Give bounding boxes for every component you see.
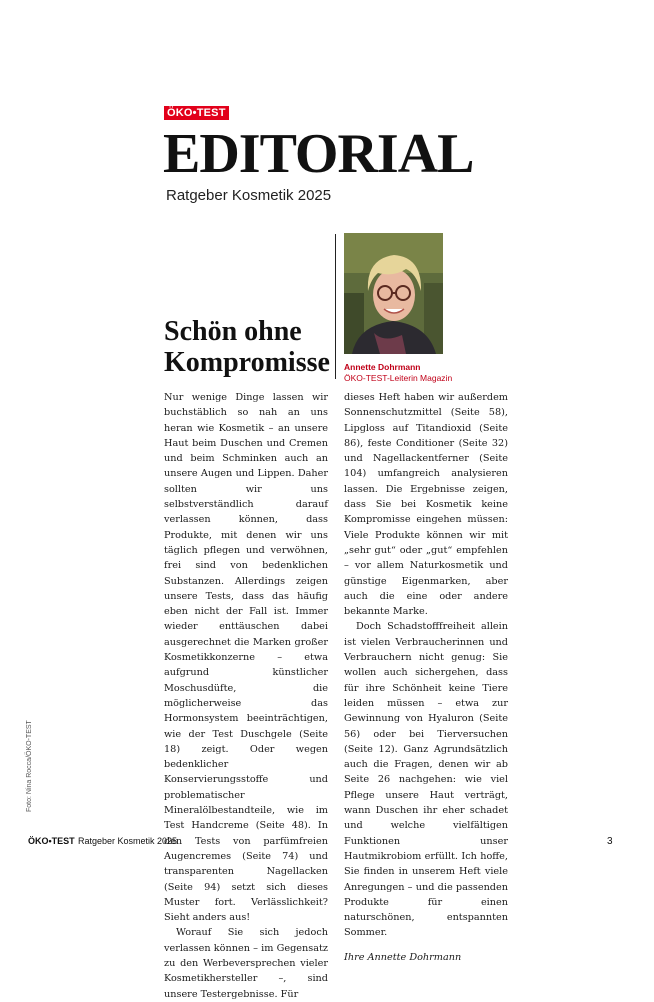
article-headline: Schön ohne Kompromisse bbox=[164, 316, 330, 378]
article-paragraph: Doch Schadstofffreiheit allein ist vielen Verbraucherinnen und Verbrauchern nicht genug: Sie wollen auch sichergehen, dass für ihre Schönheit keine Tiere leiden müssen – etwa zur Gewinnung von Hyaluron (Seite 56) oder bei Tierversuchen (Seite 12). Ganz Agrundsätzlich auch die Fragen, denen wir ab Seite 26 nachgehen: wie viel Pflege unsere Haut verträgt, wann Duschen ihr eher schadet und welche vielfältigen Funktionen unser Hautmikrobiom erfüllt. Ich hoffe, Sie finden in unserem Heft viele Anregungen – und die passenden Produkte für einen naturschönen, entspannten Sommer. bbox=[344, 621, 508, 939]
vertical-divider bbox=[335, 234, 336, 379]
author-name: Annette Dohrmann bbox=[344, 362, 421, 372]
brand-logo: ÖKO•TEST bbox=[164, 106, 229, 120]
photo-credit: Foto: Nina Rocca/ÖKO-TEST bbox=[26, 720, 33, 812]
author-photo bbox=[344, 233, 443, 354]
signature: Ihre Annette Dohrmann bbox=[344, 951, 462, 963]
footer-logo: ÖKO•TEST bbox=[28, 836, 75, 846]
page-subtitle: Ratgeber Kosmetik 2025 bbox=[166, 187, 332, 204]
article-paragraph: Worauf Sie sich jedoch verlassen können – im Gegensatz zu den Werbeversprechen vieler Kosmetikhersteller –, sind unsere Testergebnisse. Für bbox=[164, 927, 328, 1000]
article-paragraph: Nur wenige Dinge lassen wir buchstäblich so nah an uns heran wie Kosmetik – an unsere Haut beim Duschen und Cremen und beim Schminken auch an unsere Augen und Lippen. Daher sollten wir uns selbstverständlich darauf verlassen können, dass Produkte, mit denen wir uns täglich pflegen und verwöhnen, frei sind von bedenklichen Substanzen. Allerdings zeigen unsere Tests, dass das häufig eben nicht der Fall ist. Immer wieder enttäuschen dabei ausgerechnet die Marken großer Kosmetikkonzerne – etwa aufgrund künstlicher Moschusdüfte, die möglicherweise das Hormonsystem beeinträchtigen, wie der Test Duschgele (Seite 18) zeigt. Oder wegen bedenklicher Konservierungsstoffe und problematischer Mineralölbestandteile, wie im Test Handcreme (Seite 48). In den Tests von parfümfreien Augencremes (Seite 74) und transparenten Nagellacken (Seite 94) setzt sich dieses Muster fort. Verlässlichkeit? Sieht anders aus! bbox=[164, 392, 328, 924]
page-number: 3 bbox=[607, 836, 613, 847]
footer-publication: Ratgeber Kosmetik 2025 bbox=[78, 836, 178, 846]
article-paragraph: dieses Heft haben wir außerdem Sonnenschutzmittel (Seite 58), Lipgloss auf Titandioxid (Seite 86), feste Conditioner (Seite 32) und Nagellackentferner (Seite 104) umfangreich analysieren lassen. Die Ergebnisse zeigen, dass Sie bei Kosmetik keine Kompromisse eingehen müssen: Viele Produkte können wir mit „sehr gut“ oder „gut“ empfehlen – vor allem Naturkosmetik und günstige Eigenmarken, aber auch die eine oder andere bekannte Marke. bbox=[344, 392, 508, 618]
page-title: EDITORIAL bbox=[163, 123, 474, 185]
article-column-left bbox=[164, 390, 328, 1002]
article-column-right bbox=[344, 390, 508, 965]
author-role: ÖKO-TEST-Leiterin Magazin bbox=[344, 373, 453, 383]
